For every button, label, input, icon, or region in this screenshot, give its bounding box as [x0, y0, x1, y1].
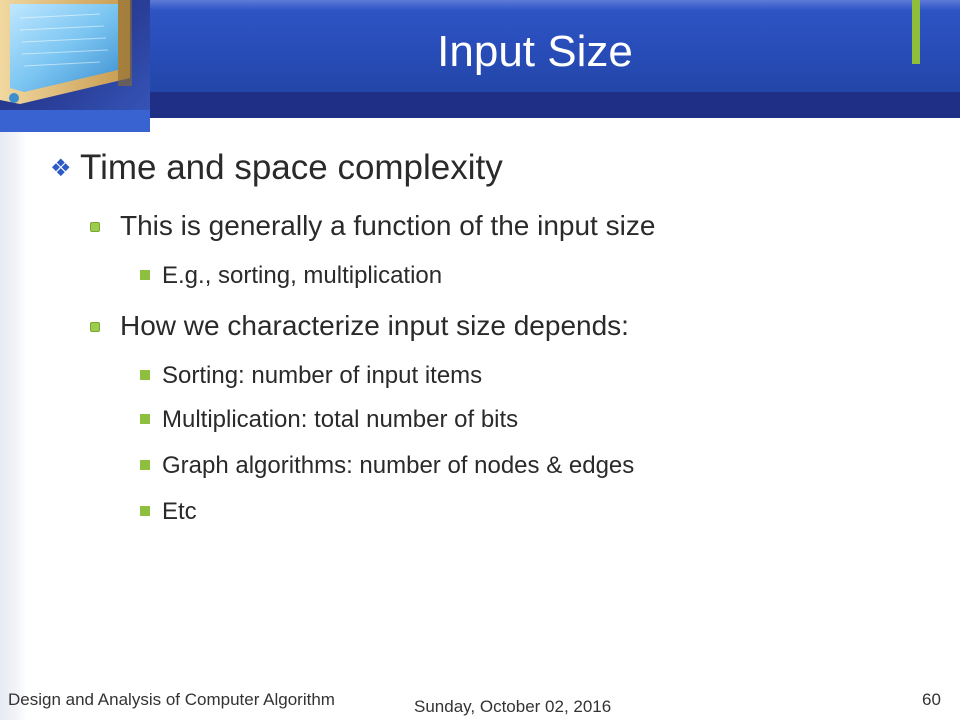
bullet-text: Time and space complexity	[80, 148, 503, 187]
footer-course-title: Design and Analysis of Computer Algorithm	[8, 690, 335, 709]
page-number: 60	[922, 690, 941, 709]
bullet-text: Sorting: number of input items	[162, 362, 483, 389]
bullet-text: This is generally a function of the input size	[120, 210, 656, 241]
square-bullet-icon	[140, 414, 150, 424]
title-banner-underline	[150, 92, 960, 118]
square-bullet-icon	[90, 222, 100, 232]
bullet-text: How we characterize input size depends:	[120, 310, 629, 341]
bullet-text: Etc	[162, 498, 197, 525]
square-bullet-icon	[90, 322, 100, 332]
bullet-text: Graph algorithms: number of nodes & edges	[162, 452, 635, 479]
bullet-text: E.g., sorting, multiplication	[162, 262, 443, 289]
square-bullet-icon	[140, 506, 150, 516]
slide-title: Input Size	[437, 27, 633, 76]
footer-date: Sunday, October 02, 2016	[414, 697, 612, 716]
left-gradient-strip	[0, 110, 26, 720]
four-diamond-bullet-icon: ❖	[50, 155, 72, 182]
square-bullet-icon	[140, 460, 150, 470]
bullet-text: Multiplication: total number of bits	[162, 406, 519, 433]
square-bullet-icon	[140, 270, 150, 280]
monitor-icon	[0, 0, 150, 110]
computer-monitor-image	[0, 0, 150, 110]
square-bullet-icon	[140, 370, 150, 380]
title-banner-highlight	[150, 0, 960, 10]
